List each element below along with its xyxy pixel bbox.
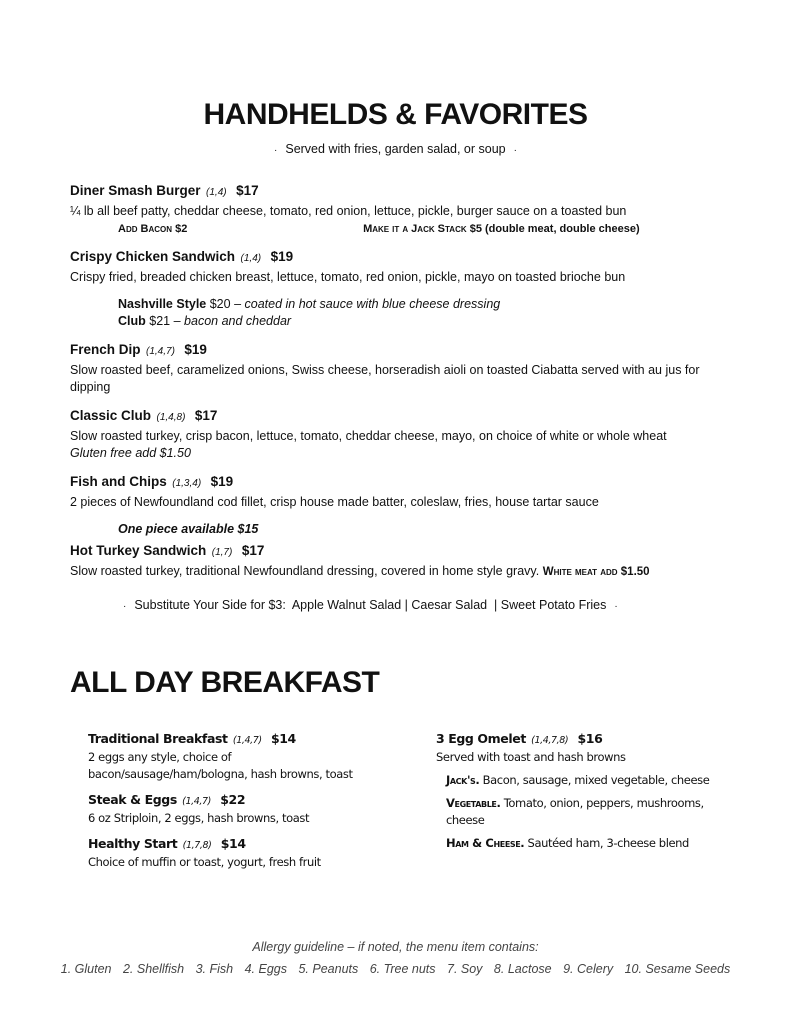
item-price: $14 bbox=[220, 836, 246, 851]
item-allergens: (1,4,8) bbox=[156, 412, 186, 423]
item-name: French Dip bbox=[70, 342, 141, 357]
bullet-dot: · bbox=[513, 145, 517, 156]
item-allergens: (1,4,7) bbox=[182, 796, 211, 807]
option-desc-cont: cheese bbox=[446, 813, 485, 827]
section-title-breakfast: ALL DAY BREAKFAST bbox=[70, 666, 380, 699]
bullet-dot: · bbox=[123, 601, 127, 612]
item-allergens: (1,3,4) bbox=[172, 478, 202, 489]
item-name: Traditional Breakfast bbox=[88, 731, 228, 746]
allergen-item: 9. Celery bbox=[563, 962, 614, 976]
item-name: Hot Turkey Sandwich bbox=[70, 543, 207, 558]
item-allergens: (1,4,7) bbox=[232, 735, 262, 746]
item-price: $19 bbox=[210, 474, 234, 489]
breakfast-item-omelet bbox=[436, 730, 736, 852]
item-description: Choice of muffin or toast, yogurt, fresh fruit bbox=[88, 855, 321, 869]
item-price: $17 bbox=[194, 408, 218, 423]
item-price: $16 bbox=[577, 731, 603, 746]
menu-item-smash-burger bbox=[70, 182, 735, 238]
allergen-list bbox=[0, 962, 791, 976]
menu-item-french-dip bbox=[70, 341, 735, 396]
variation-price: $21 bbox=[149, 314, 171, 328]
menu-item-hot-turkey bbox=[70, 542, 735, 581]
variation-nashville bbox=[118, 296, 735, 313]
option-desc: Sautéed ham, 3-cheese blend bbox=[527, 836, 689, 850]
item-allergens: (1,4) bbox=[240, 253, 262, 264]
item-name: Steak & Eggs bbox=[88, 792, 177, 807]
item-allergens: (1,4) bbox=[206, 187, 227, 198]
addon-jack-stack-label: Make it a Jack Stack bbox=[363, 223, 467, 235]
item-price: $17 bbox=[241, 543, 265, 558]
breakfast-item-steak-eggs bbox=[88, 791, 388, 827]
item-description bbox=[70, 563, 735, 581]
item-description-text: Slow roasted turkey, traditional Newfoundland dressing, covered in home style gravy. bbox=[70, 564, 540, 578]
item-allergens: (1,7) bbox=[211, 547, 233, 558]
item-description: Crispy fried, breaded chicken breast, lettuce, tomato, red onion, pickle, mayo on toasted brioche bun bbox=[70, 270, 626, 284]
item-name: Crispy Chicken Sandwich bbox=[70, 249, 236, 264]
breakfast-column-right bbox=[436, 730, 736, 852]
item-price: $19 bbox=[270, 249, 294, 264]
item-price: $19 bbox=[184, 342, 207, 357]
item-name: Classic Club bbox=[70, 408, 152, 423]
item-description: 2 pieces of Newfoundland cod fillet, crisp house made batter, coleslaw, fries, house tartar sauce bbox=[70, 495, 599, 509]
bullet-dot: · bbox=[274, 145, 278, 156]
allergen-item: 7. Soy bbox=[447, 962, 483, 976]
item-allergens: (1,4,7,8) bbox=[531, 735, 569, 746]
allergen-item: 6. Tree nuts bbox=[369, 962, 436, 976]
omelet-option-jacks bbox=[446, 772, 736, 789]
item-allergens: (1,4,7) bbox=[146, 346, 175, 357]
allergen-item: 1. Gluten bbox=[60, 962, 112, 976]
item-description: Slow roasted beef, caramelized onions, Swiss cheese, horseradish aioli on toasted Ciabatta served with au jus for dipping bbox=[70, 363, 700, 394]
option-label: Jack's. bbox=[446, 773, 480, 787]
variation-name: Nashville Style bbox=[118, 297, 207, 311]
variation-price: $20 bbox=[209, 297, 231, 311]
allergen-item: 4. Eggs bbox=[244, 962, 287, 976]
breakfast-column-left bbox=[88, 730, 388, 879]
option-desc: Bacon, sausage, mixed vegetable, cheese bbox=[482, 773, 710, 787]
item-name: 3 Egg Omelet bbox=[436, 731, 526, 746]
breakfast-item-traditional bbox=[88, 730, 388, 783]
item-note: One piece available $15 bbox=[118, 522, 259, 536]
addon-white-meat: White meat add $1.50 bbox=[542, 566, 650, 578]
item-allergens: (1,7,8) bbox=[182, 840, 212, 851]
item-description: Served with toast and hash browns bbox=[436, 750, 626, 764]
item-addons bbox=[70, 221, 735, 238]
addon-bacon: Add Bacon $2 bbox=[118, 223, 188, 235]
option-desc: Tomato, onion, peppers, mushrooms, bbox=[503, 796, 704, 810]
item-note: Gluten free add $1.50 bbox=[70, 446, 191, 460]
variation-club bbox=[118, 313, 735, 330]
allergen-item: 10. Sesame Seeds bbox=[624, 962, 731, 976]
variation-name: Club bbox=[118, 314, 146, 328]
omelet-option-ham-cheese bbox=[446, 835, 736, 852]
menu-item-fish-and-chips bbox=[70, 473, 735, 538]
item-description: bacon/sausage/ham/bologna, hash browns, toast bbox=[88, 767, 353, 781]
item-name: Healthy Start bbox=[88, 836, 178, 851]
item-description: 2 eggs any style, choice of bbox=[88, 750, 232, 764]
item-description: Slow roasted turkey, crisp bacon, lettuce, tomato, cheddar cheese, mayo, on choice of white or whole wheat bbox=[70, 429, 667, 443]
item-price: $17 bbox=[236, 183, 259, 198]
option-label: Vegetable. bbox=[446, 796, 501, 810]
item-description: 6 oz Striploin, 2 eggs, hash browns, toast bbox=[88, 811, 310, 825]
bullet-dot: · bbox=[614, 601, 618, 612]
allergen-item: 5. Peanuts bbox=[298, 962, 359, 976]
allergy-guideline: Allergy guideline – if noted, the menu item contains: bbox=[252, 940, 539, 954]
item-description: ¼ lb all beef patty, cheddar cheese, tomato, red onion, lettuce, pickle, burger sauce on a toasted bun bbox=[70, 204, 627, 218]
allergen-item: 2. Shellfish bbox=[122, 962, 185, 976]
menu-item-crispy-chicken bbox=[70, 248, 735, 330]
item-name: Fish and Chips bbox=[70, 474, 167, 489]
substitute-options: Apple Walnut Salad | Caesar Salad | Sweet Potato Fries bbox=[291, 598, 607, 612]
item-price: $14 bbox=[270, 731, 296, 746]
addon-jack-stack-price: $5 (double meat, double cheese) bbox=[469, 223, 640, 235]
substitute-sides bbox=[115, 598, 626, 612]
subtitle-text: Served with fries, garden salad, or soup bbox=[285, 142, 506, 156]
omelet-option-vegetable bbox=[446, 795, 736, 829]
option-label: Ham & Cheese. bbox=[446, 836, 525, 850]
substitute-label: Substitute Your Side for $3: bbox=[134, 598, 286, 612]
item-variations bbox=[118, 296, 735, 330]
allergen-item: 8. Lactose bbox=[493, 962, 552, 976]
variation-desc: – coated in hot sauce with blue cheese dressing bbox=[234, 297, 501, 311]
breakfast-item-healthy-start bbox=[88, 835, 388, 871]
item-name: Diner Smash Burger bbox=[70, 183, 201, 198]
allergen-item: 3. Fish bbox=[195, 962, 234, 976]
menu-item-classic-club bbox=[70, 407, 735, 462]
section-title-handhelds: HANDHELDS & FAVORITES bbox=[203, 98, 588, 131]
variation-desc: – bacon and cheddar bbox=[173, 314, 292, 328]
item-price: $22 bbox=[220, 792, 246, 807]
section-subtitle bbox=[0, 142, 791, 156]
